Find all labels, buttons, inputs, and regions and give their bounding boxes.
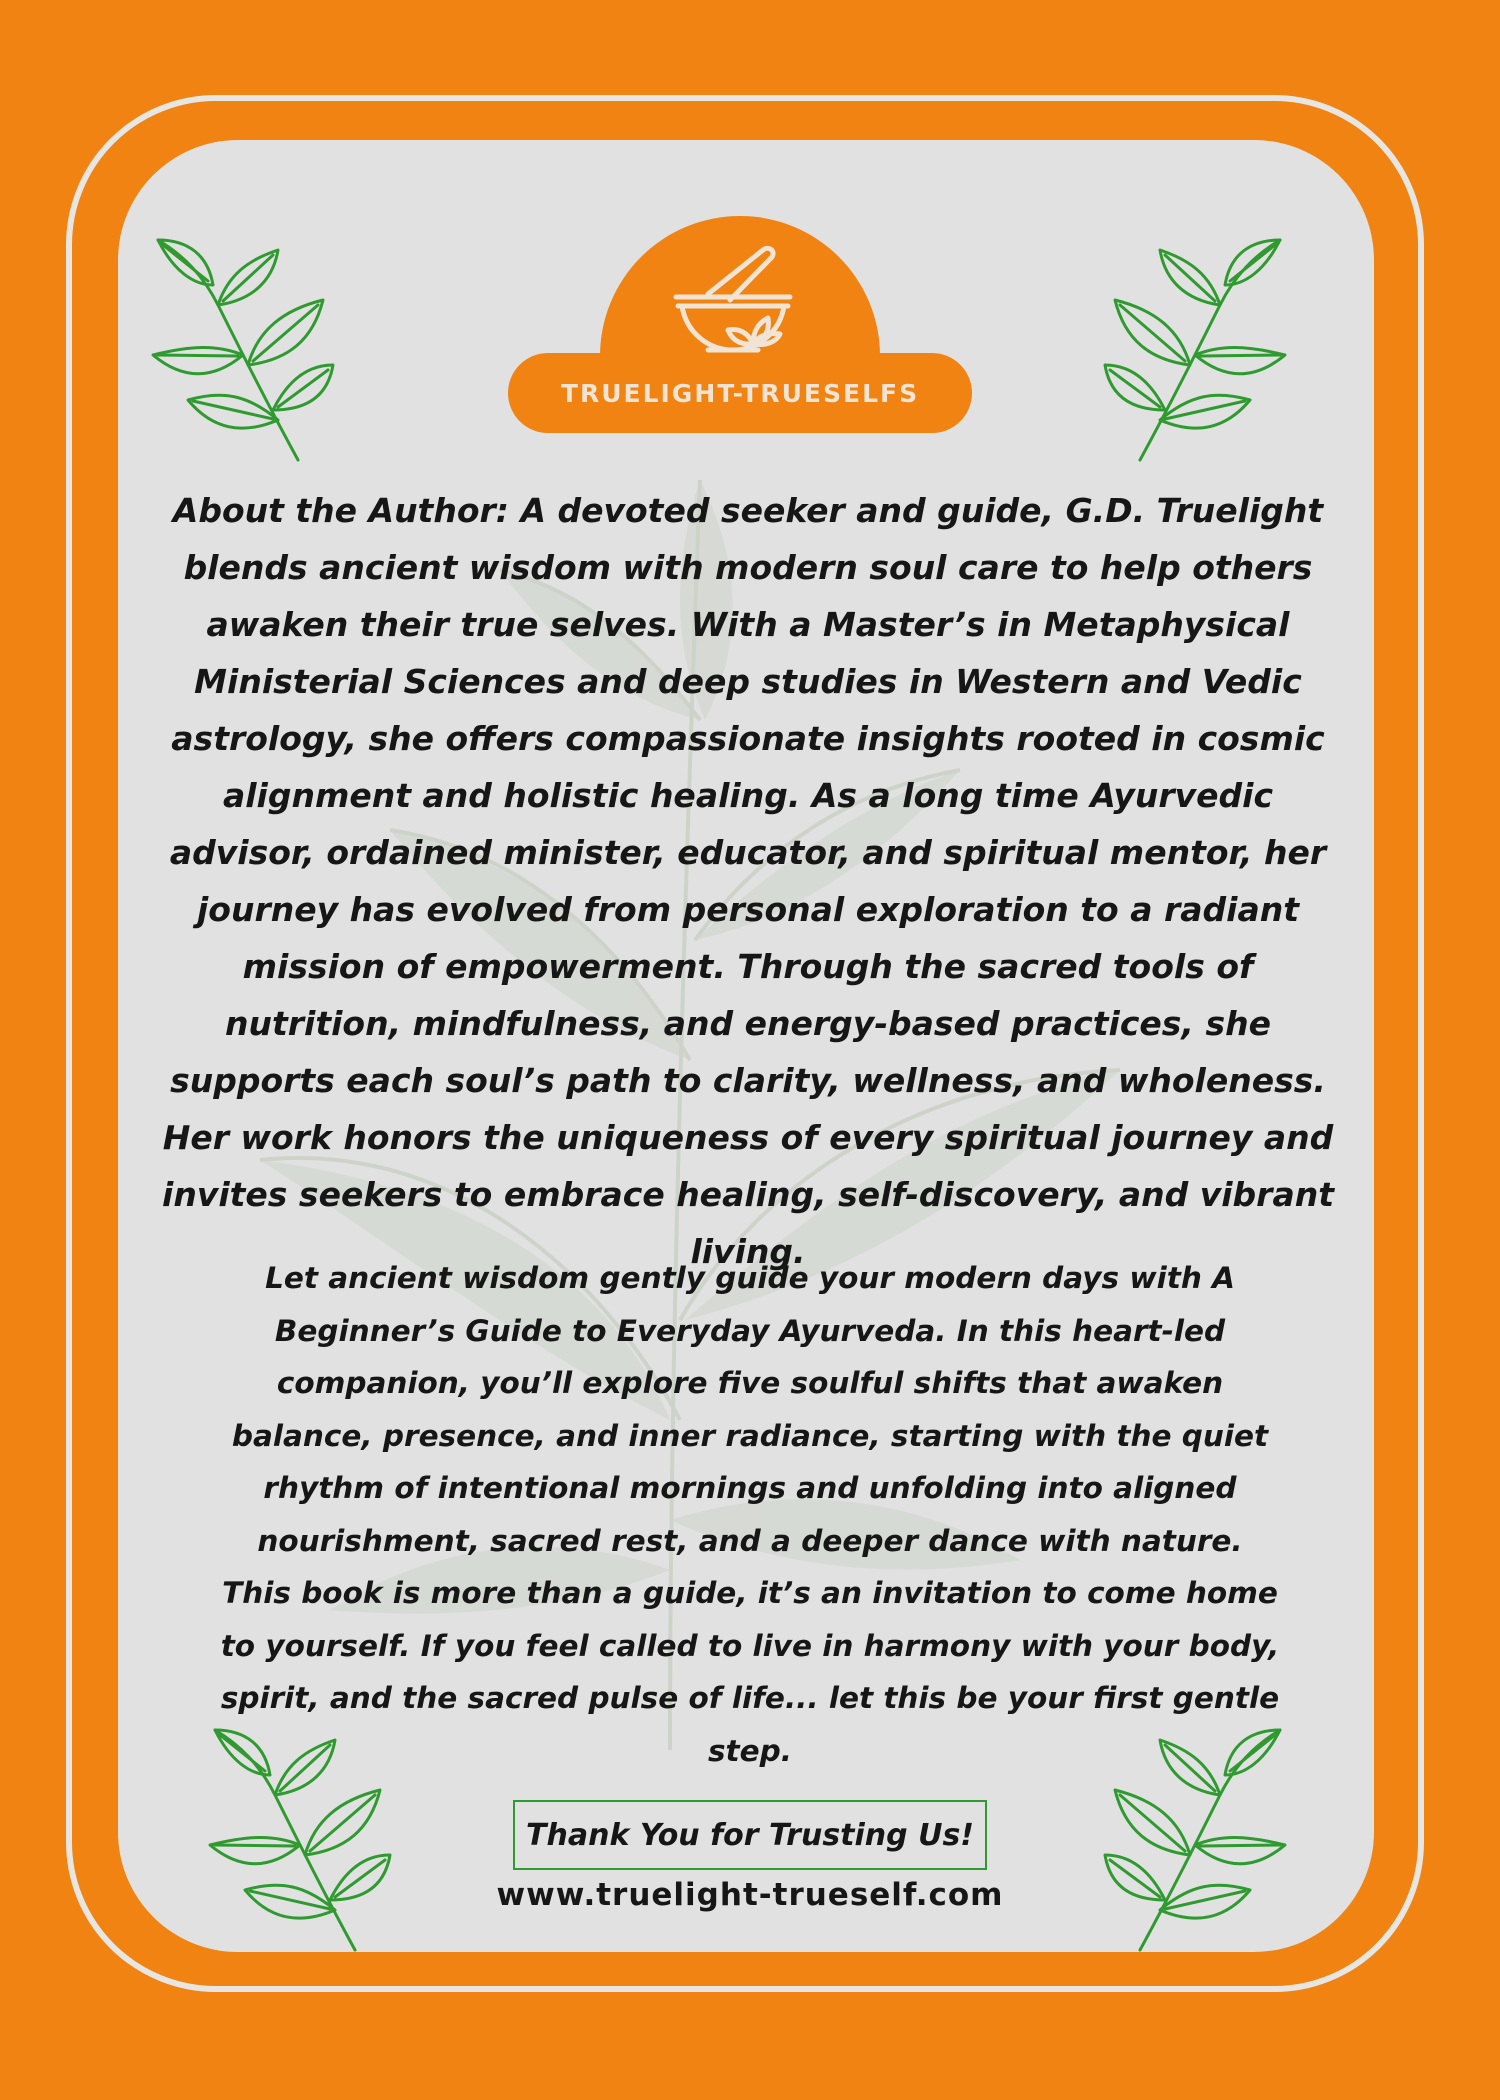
thank-you-box: [513, 1800, 987, 1870]
herb-sprig-icon: [148, 215, 338, 465]
mortar-pestle-icon: [668, 232, 798, 362]
website-link[interactable]: www.truelight-trueself.com: [496, 1877, 1004, 1913]
brand-name: TRUELIGHT-TRUESELFS: [560, 378, 920, 408]
book-blurb: Let ancient wisdom gently guide your modern days with A Beginner’s Guide to Everyday Ayurveda. In this heart-led companion, you’ll explore five soulful shifts that awaken balance, presence, and inner radiance, starting with the quiet rhythm of intentional mornings and unfolding into aligned nourishment, sacred rest, and a deeper dance with nature. This book is more than a guide, it’s an invitation to come home to yourself. If you feel called to live in harmony with your body, spirit, and the sacred pulse of life... let this be your first gentle step.: [220, 1261, 1280, 1768]
author-bio: About the Author: A devoted seeker and guide, G.D. Truelight blends ancient wisdom with modern soul care to help others awaken their true selves. With a Master’s in Metaphysical Ministerial Sciences and deep studies in Western and Vedic astrology, she offers compassionate insights rooted in cosmic alignment and holistic healing. As a long time Ayurvedic advisor, ordained minister, educator, and spiritual mentor, her journey has evolved from personal exploration to a radiant mission of empowerment. Through the sacred tools of nutrition, mindfulness, and energy-based practices, she supports each soul’s path to clarity, wellness, and wholeness. Her work honors the uniqueness of every spiritual journey and invites seekers to embrace healing, self-discovery, and vibrant living.: [162, 491, 1334, 1271]
herb-sprig-icon: [1100, 215, 1290, 465]
logo-badge: [508, 353, 972, 433]
thank-you-text: Thank You for Trusting Us!: [526, 1817, 974, 1853]
